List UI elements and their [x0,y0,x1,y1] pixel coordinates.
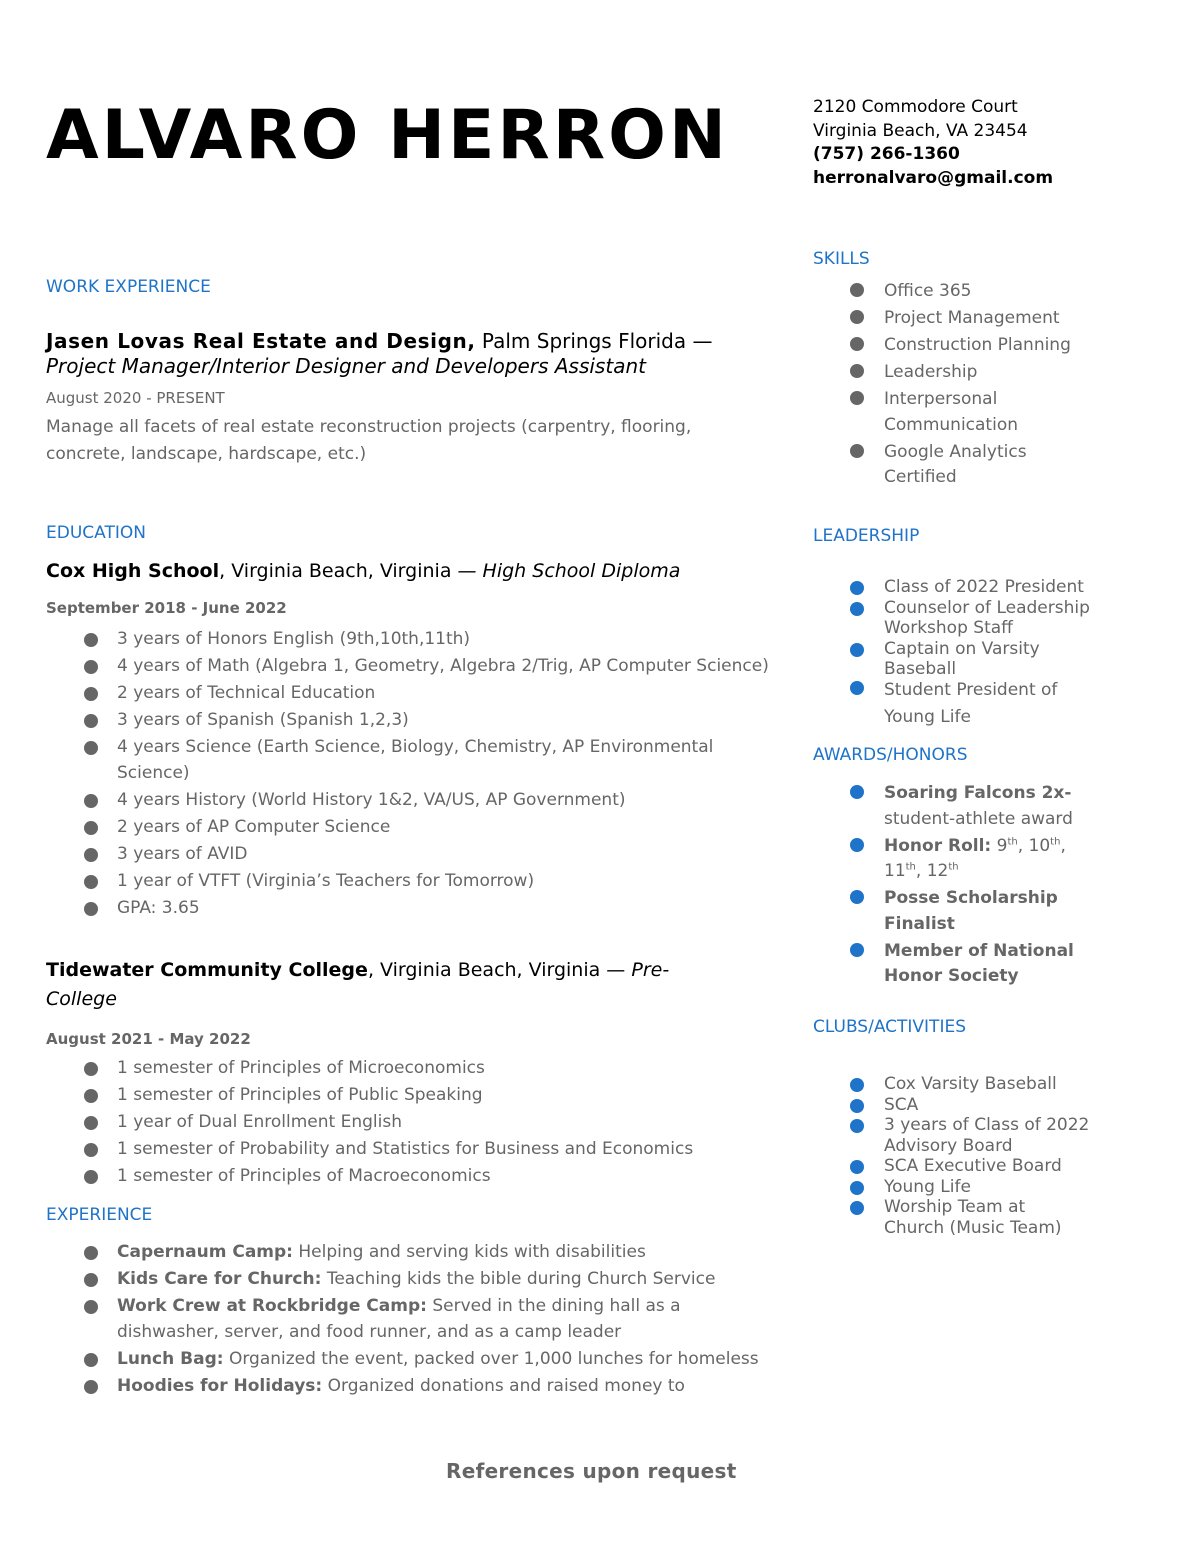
list-item: Kids Care for Church: Teaching kids the bible during Church Service [46,1267,761,1293]
school-location: , Virginia Beach, Virginia — [367,959,632,981]
job-description: Manage all facets of real estate reconstruction projects (carpentry, flooring, concrete, landscape, hardscape, etc.) [46,417,692,464]
job-dates: August 2020 - PRESENT [46,389,225,407]
list-item: Captain on Varsity Baseball [813,639,1054,680]
list-item: Construction Planning [813,333,1113,359]
list-item: Office 365 [813,279,1113,305]
leadership-list [813,577,1113,731]
list-item: Young Life [813,1177,1113,1198]
list-item: Interpersonal Communication [813,387,1034,438]
list-item: SCA Executive Board [813,1156,1113,1177]
school-dates: August 2021 - May 2022 [46,1030,251,1048]
school-dates: September 2018 - June 2022 [46,599,287,617]
references-note: References upon request [446,1459,737,1483]
course-list-cox [46,627,786,923]
school-entry-cox [46,557,766,586]
list-item: Student President of Young Life [813,677,1069,731]
list-item: Class of 2022 President [813,577,1113,598]
awards-list [813,781,1113,991]
awards-heading: AWARDS/HONORS [813,745,968,765]
experience-heading: EXPERIENCE [46,1205,153,1225]
list-item: 1 semester of Principles of Macroeconomics [46,1164,786,1190]
job-title: Project Manager/Interior Designer and Developers Assistant [46,354,646,378]
school-degree: High School Diploma [482,560,681,582]
list-item: 1 semester of Principles of Microeconomics [46,1056,786,1082]
clubs-list [813,1074,1113,1238]
skills-heading: SKILLS [813,249,870,269]
list-item: Cox Varsity Baseball [813,1074,1113,1095]
list-item: Worship Team at Church (Music Team) [813,1197,1084,1238]
list-item: 1 year of VTFT (Virginia’s Teachers for Tomorrow) [46,869,786,895]
list-item: GPA: 3.65 [46,896,786,922]
contact-block [813,96,1053,190]
list-item: 2 years of AP Computer Science [46,815,786,841]
phone: (757) 266-1360 [813,144,960,164]
education-heading: EDUCATION [46,523,146,543]
school-location: , Virginia Beach, Virginia — [219,560,483,582]
skills-list [813,279,1113,492]
list-item: Hoodies for Holidays: Organized donations and raised money to [46,1374,761,1400]
list-item: Capernaum Camp: Helping and serving kids with disabilities [46,1240,761,1266]
list-item: 4 years History (World History 1&2, VA/US, AP Government) [46,788,786,814]
school-name: Cox High School [46,560,220,582]
email: herronalvaro@gmail.com [813,167,1054,188]
job-entry [46,329,766,379]
list-item: 4 years of Math (Algebra 1, Geometry, Algebra 2/Trig, AP Computer Science) [46,654,786,680]
list-item: SCA [813,1095,1113,1116]
school-degree: Pre-College [46,959,670,1010]
list-item: Google Analytics Certified [813,440,1044,491]
list-item: Work Crew at Rockbridge Camp: Served in the dining hall as a dishwasher, server, and food runner, and as a camp leader [46,1294,761,1345]
experience-list [46,1240,761,1401]
work-experience-heading: WORK EXPERIENCE [46,277,211,297]
school-entry-tcc [46,956,696,1014]
leadership-heading: LEADERSHIP [813,526,920,546]
clubs-heading: CLUBS/ACTIVITIES [813,1017,966,1037]
address-line-2: Virginia Beach, VA 23454 [813,120,1028,141]
list-item: 1 semester of Principles of Public Speaking [46,1083,786,1109]
list-item: Posse Scholarship Finalist [813,886,1084,937]
list-item: Soaring Falcons 2x- student-athlete award [813,781,1099,832]
applicant-name: ALVARO HERRON [46,96,729,175]
address-line-1: 2120 Commodore Court [813,97,1018,117]
list-item: Member of National Honor Society [813,939,1099,990]
list-item: 1 semester of Probability and Statistics for Business and Economics [46,1137,786,1163]
list-item: 3 years of Honors English (9th,10th,11th) [46,627,786,653]
list-item: Honor Roll: 9th, 10th, 11th, 12th [813,834,1104,885]
list-item: 3 years of AVID [46,842,786,868]
list-item: 2 years of Technical Education [46,681,786,707]
list-item: 3 years of Class of 2022 Advisory Board [813,1115,1104,1156]
list-item: 4 years Science (Earth Science, Biology, Chemistry, AP Environmental Science) [46,735,786,786]
school-name: Tidewater Community College [46,959,368,981]
list-item: 3 years of Spanish (Spanish 1,2,3) [46,708,786,734]
list-item: Counselor of Leadership Workshop Staff [813,598,1104,639]
list-item: Leadership [813,360,1113,386]
list-item: Lunch Bag: Organized the event, packed over 1,000 lunches for homeless [46,1347,761,1373]
list-item: Project Management [813,306,1113,332]
job-location: Palm Springs Florida — [475,329,713,353]
list-item: 1 year of Dual Enrollment English [46,1110,786,1136]
job-company: Jasen Lovas Real Estate and Design, [46,329,476,353]
course-list-tcc [46,1056,786,1191]
